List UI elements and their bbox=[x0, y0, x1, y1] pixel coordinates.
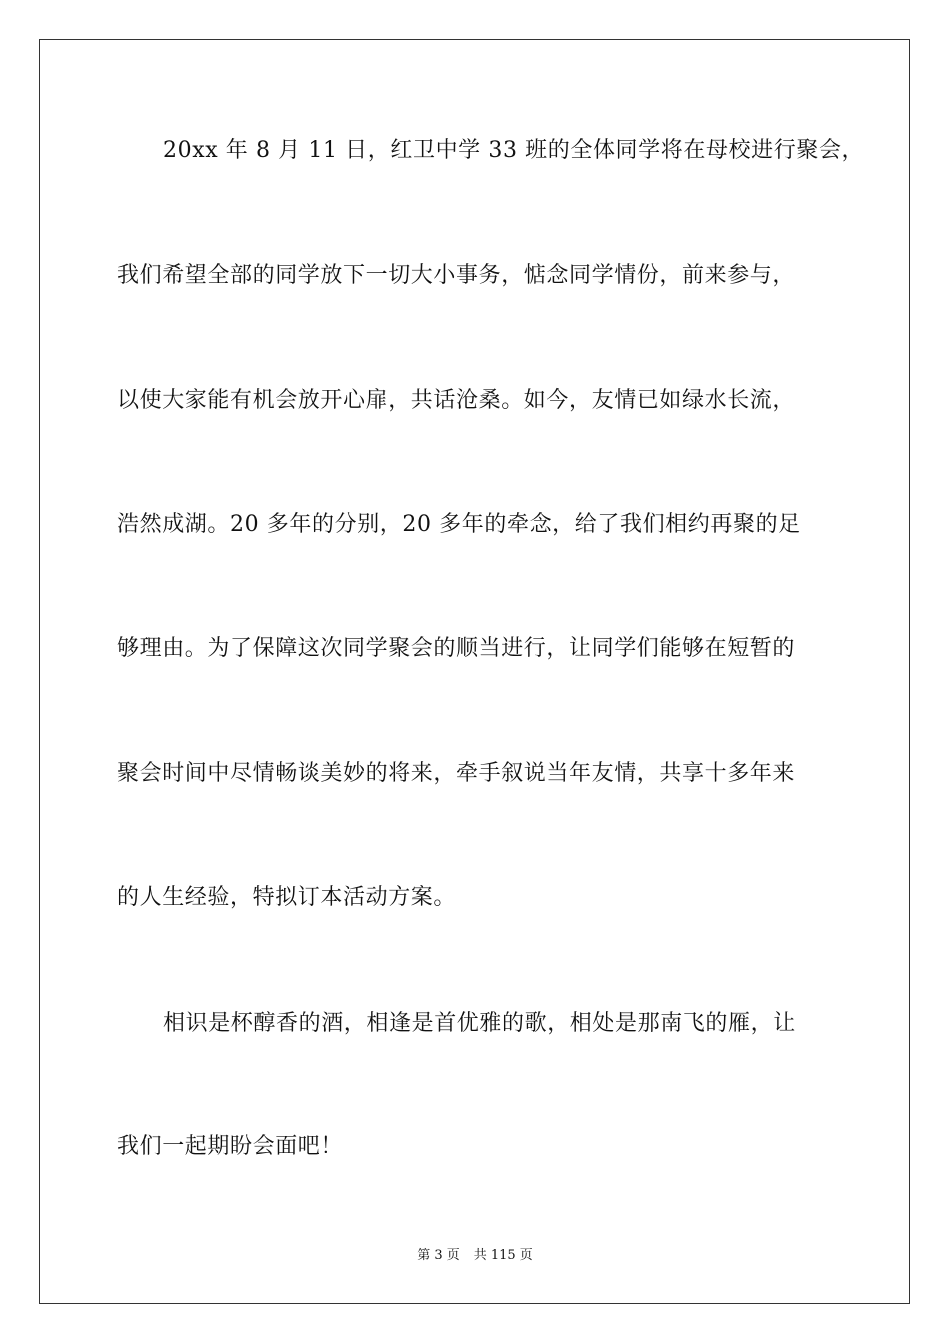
page-border bbox=[39, 39, 910, 1304]
page-number: 第 3 页 bbox=[417, 1248, 460, 1263]
page-footer bbox=[0, 1247, 950, 1265]
total-pages: 共 115 页 bbox=[473, 1248, 533, 1263]
paragraph-1-line-5: 够理由。为了保障这次同学聚会的顺当进行，让同学们能够在短暂的 bbox=[117, 636, 796, 661]
paragraph-1-line-3: 以使大家能有机会放开心扉，共话沧桑。如今，友情已如绿水长流， bbox=[117, 388, 796, 413]
paragraph-1-line-7: 的人生经验，特拟订本活动方案。 bbox=[117, 885, 457, 910]
paragraph-1-line-1: 20xx 年 8 月 11 日，红卫中学 33 班的全体同学将在母校进行聚会， bbox=[163, 138, 865, 163]
paragraph-1-line-2: 我们希望全部的同学放下一切大小事务，惦念同学情份，前来参与， bbox=[117, 263, 796, 288]
paragraph-2-line-1: 相识是杯醇香的酒，相逢是首优雅的歌，相处是那南飞的雁，让 bbox=[163, 1011, 796, 1036]
paragraph-1-line-4: 浩然成湖。20 多年的分别，20 多年的牵念，给了我们相约再聚的足 bbox=[117, 512, 801, 537]
paragraph-1-line-6: 聚会时间中尽情畅谈美妙的将来，牵手叙说当年友情，共享十多年来 bbox=[117, 761, 796, 786]
paragraph-2-line-2: 我们一起期盼会面吧！ bbox=[117, 1134, 344, 1159]
